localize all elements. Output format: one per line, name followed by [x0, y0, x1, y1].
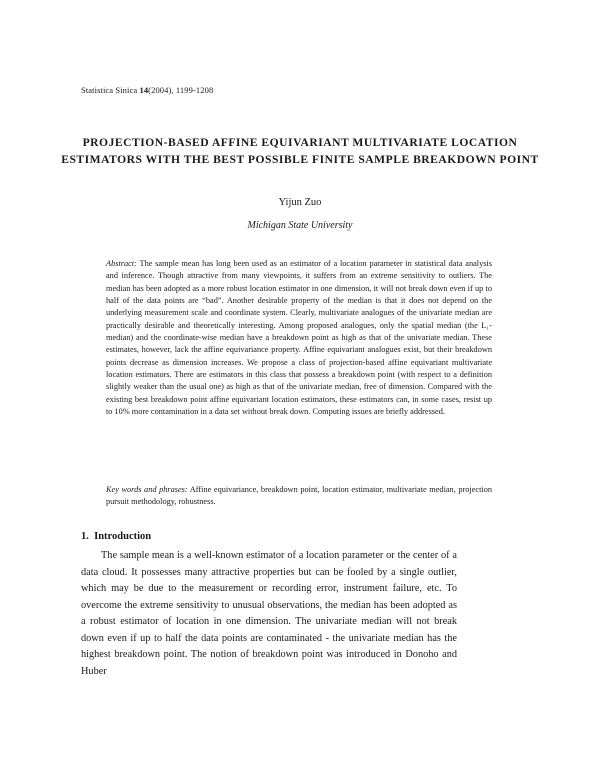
abstract-lead: Abstract: — [106, 259, 137, 268]
section-title: Introduction — [94, 531, 152, 542]
journal-name: Statistica Sinica — [81, 85, 140, 95]
abstract — [106, 258, 492, 418]
section-heading-introduction — [81, 531, 151, 542]
journal-header — [81, 85, 213, 95]
author-name: Yijun Zuo — [278, 197, 322, 208]
abstract-text: The sample mean has long been used as an estimator of a location parameter in statistical data analysis and inference. Though attractive from many viewpoints, it suffers from an extreme sensitivity to outliers. The median has been adopted as a more robust location estimator in one dimension, it will not break down even if up to half of the data points are “bad”. Another desirable property of the median is that it does not depend on the underlying measurement scale and coordinate system. Clearly, multivariate analogues of the univariate median are practically desirable and theoretically interesting. Among proposed analogues, only the spatial median (the L₁-median) and the coordinate-wise median have a breakdown point as high as that of the univariate median. These estimates, however, lack the affine equivariance property. Affine equivariant analogues exist, but their breakdown points decrease as dimension increases. We propose a class of projection-based affine equivariant multivariate location estimators. There are estimators in this class that possess a breakdown point (with respect to a definition slightly weaker than the usual one) as high as that of the univariate median, free of dimension. Compared with the existing best breakdown point affine equivariant location estimators, these estimators can, in some cases, resist up to 10% more contamination in a data set without break down. Computing issues are briefly addressed. — [106, 259, 492, 417]
keywords — [106, 484, 492, 509]
journal-pages: (2004), 1199-1208 — [148, 85, 214, 95]
section-number: 1. — [81, 531, 89, 542]
keywords-lead: Key words and phrases: — [106, 485, 188, 494]
author-affiliation: Michigan State University — [247, 220, 353, 231]
introduction-paragraph: The sample mean is a well-known estimator of a location parameter or the center of a data cloud. It possesses many attractive properties but can be fooled by a single outlier, which may be due to the measurement or recording error, instrument failure, etc. To overcome the extreme sensitivity to unusual observations, the median has been adopted as a robust estimator of location in one dimension. The univariate median will not break down even if up to half the data points are contaminated - the univariate median has the highest breakdown point. The notion of breakdown point was introduced in Donoho and Huber — [81, 550, 457, 677]
journal-volume: 14 — [139, 85, 149, 95]
keywords-text: Affine equivariance, breakdown point, location estimator, multivariate median, projection pursuit methodology, robustness. — [106, 485, 492, 507]
paper-title: PROJECTION-BASED AFFINE EQUIVARIANT MULTIVARIATE LOCATION ESTIMATORS WITH THE BEST POSSIBLE FINITE SAMPLE BREAKDOWN POINT — [61, 136, 539, 166]
